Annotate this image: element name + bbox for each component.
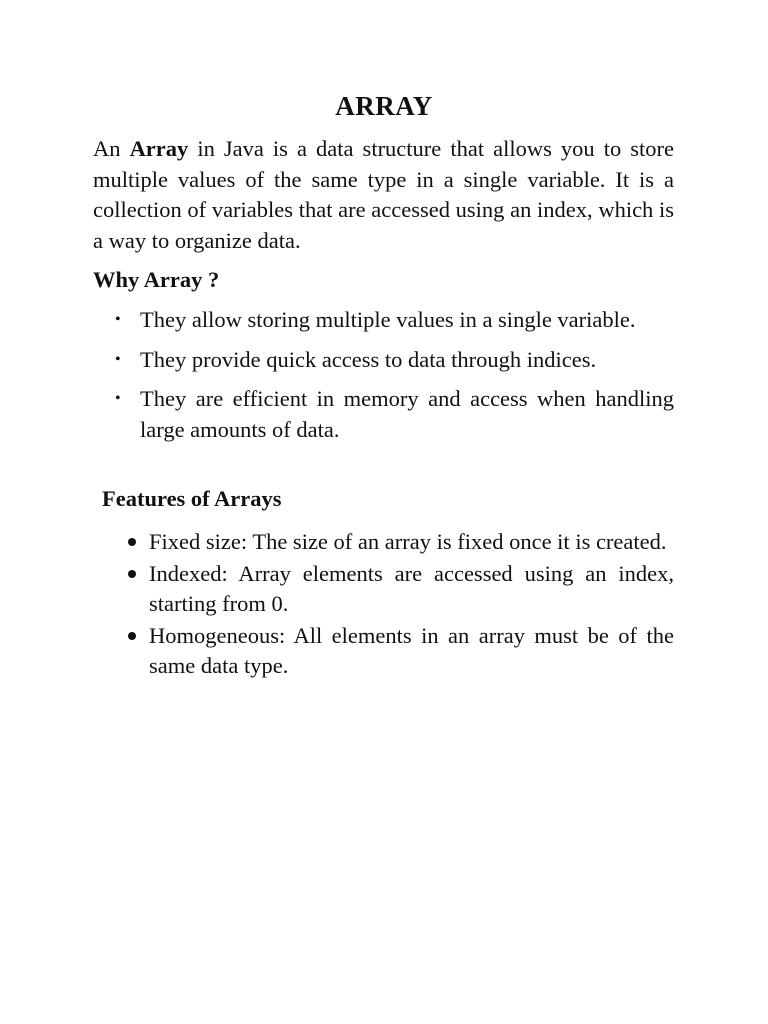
intro-text: in Java is a data structure that allows you to store multiple values of the same type in a single variable. It is a collection of variables that are accessed using an index, which is a way to organize data.	[93, 136, 675, 253]
page-title: ARRAY	[335, 91, 433, 121]
list-item	[112, 345, 674, 376]
intro-prefix: An	[93, 136, 130, 161]
list-item	[112, 305, 674, 336]
features-heading: Features of Arrays	[102, 486, 282, 511]
intro-bold-term: Array	[129, 136, 189, 161]
features-list	[120, 527, 674, 683]
why-array-list	[112, 305, 674, 454]
bullet-dot-icon	[128, 632, 136, 640]
bullet-icon: •	[115, 390, 121, 407]
list-item	[120, 559, 674, 620]
bullet-icon: •	[115, 350, 121, 368]
bullet-icon: •	[115, 311, 121, 328]
list-item-text: Homogeneous: All elements in an array must be of the same data type.	[149, 622, 674, 678]
list-item	[120, 527, 674, 558]
list-item	[120, 621, 674, 682]
list-item-text: They provide quick access to data through indices.	[140, 346, 597, 372]
list-item-text: Fixed size: The size of an array is fixed once it is created.	[149, 529, 667, 554]
list-item-text: Indexed: Array elements are accessed using an index, starting from 0.	[149, 560, 674, 616]
list-item	[112, 384, 674, 445]
bullet-dot-icon	[128, 538, 136, 546]
bullet-dot-icon	[128, 570, 136, 578]
list-item-text: They are efficient in memory and access when handling large amounts of data.	[140, 386, 674, 442]
list-item-text: They allow storing multiple values in a single variable.	[140, 307, 636, 332]
intro-paragraph	[93, 134, 674, 256]
why-array-heading: Why Array ?	[93, 267, 220, 292]
